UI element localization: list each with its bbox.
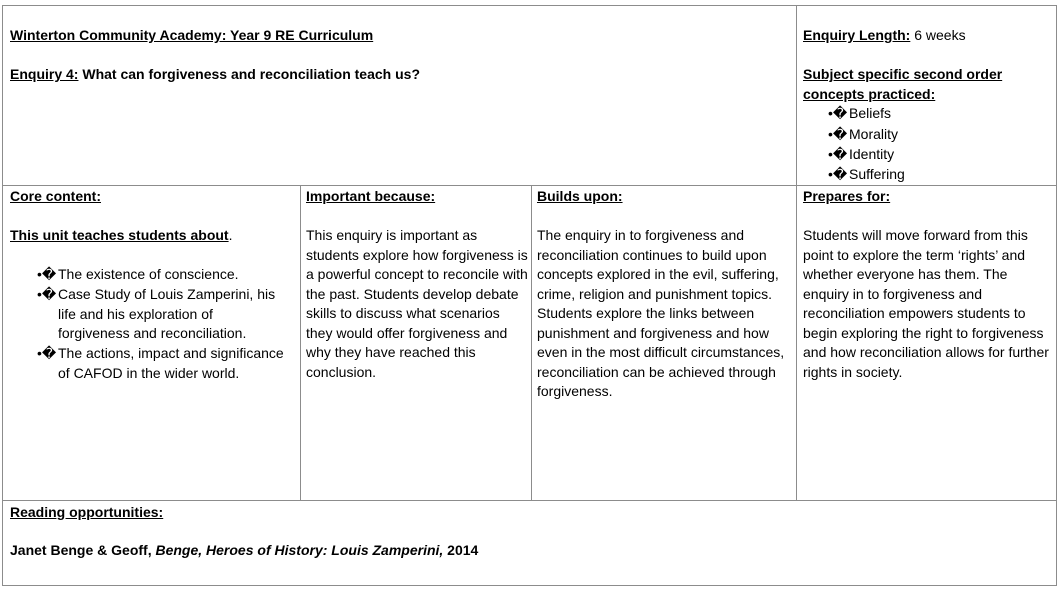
reading-citation [10, 541, 478, 561]
core-intro-suffix: . [228, 227, 233, 243]
core-item-text: Case Study of Louis Zamperini, his life and his exploration of forgiveness and reconciliation. [58, 286, 276, 341]
reading-year: 2014 [443, 542, 479, 558]
core-item-text: The actions, impact and significance of CAFOD in the wider world. [58, 345, 284, 381]
bullet-icon: •� [37, 266, 57, 282]
bullet-icon: •� [828, 126, 848, 142]
concepts-heading: Subject specific second order concepts practiced: [803, 66, 1003, 102]
concept-label: Morality [849, 126, 899, 142]
builds-upon-heading: Builds upon: [537, 188, 623, 204]
bullet-icon: •� [37, 286, 57, 302]
important-heading: Important because: [306, 188, 436, 204]
bullet-icon: •� [828, 146, 848, 162]
important-body: This enquiry is important as students explore how forgiveness is a powerful concept to reconcile with the past. Students develop debate skills to discuss what scenarios they would offer forgiveness and why they have reached this conclusion. [306, 227, 528, 380]
concept-item [828, 125, 1028, 145]
core-item [37, 265, 299, 285]
prepares-for-heading: Prepares for: [803, 188, 891, 204]
bullet-icon: •� [37, 345, 57, 361]
bullet-icon: •� [828, 166, 848, 182]
enquiry-question: What can forgiveness and reconciliation teach us? [78, 66, 420, 82]
enquiry-length-label: Enquiry Length: [803, 27, 911, 43]
enquiry-line [10, 65, 420, 85]
bullet-icon: •� [828, 105, 848, 121]
reading-heading: Reading opportunities: [10, 504, 164, 520]
core-item [37, 344, 299, 384]
concept-label: Beliefs [849, 105, 892, 121]
prepares-for-body: Students will move forward from this point to explore the term ‘rights’ and whether everyone has them. The enquiry in to forgiveness and reconciliation empowers students to begin exploring the right to forgiveness and how reconciliation allows for further rights in society. [803, 227, 1049, 380]
concept-item [828, 145, 1028, 165]
core-content-heading: Core content: [10, 188, 101, 204]
core-item [37, 285, 299, 345]
reading-authors: Janet Benge & Geoff, [10, 542, 156, 558]
concept-label: Suffering [849, 166, 905, 182]
concept-item [828, 104, 1028, 124]
enquiry-length-value: 6 weeks [910, 27, 966, 43]
core-intro [10, 226, 232, 246]
enquiry-label: Enquiry 4: [10, 66, 79, 82]
reading-book-title: Benge, Heroes of History: Louis Zamperini, [155, 542, 444, 558]
enquiry-length-line [803, 26, 966, 46]
builds-upon-body: The enquiry in to forgiveness and reconciliation continues to build upon concepts explored in the evil, suffering, crime, religion and punishment topics. Students explore the links between punishment and forgiveness and how even in the most difficult circumstances, reconciliation can be achieved through forgiveness. [537, 227, 785, 399]
concept-label: Identity [849, 146, 895, 162]
core-intro-label: This unit teaches students about [10, 227, 229, 243]
core-item-text: The existence of conscience. [58, 266, 239, 282]
page-title: Winterton Community Academy: Year 9 RE Curriculum [10, 27, 374, 43]
concept-item [828, 165, 1028, 185]
